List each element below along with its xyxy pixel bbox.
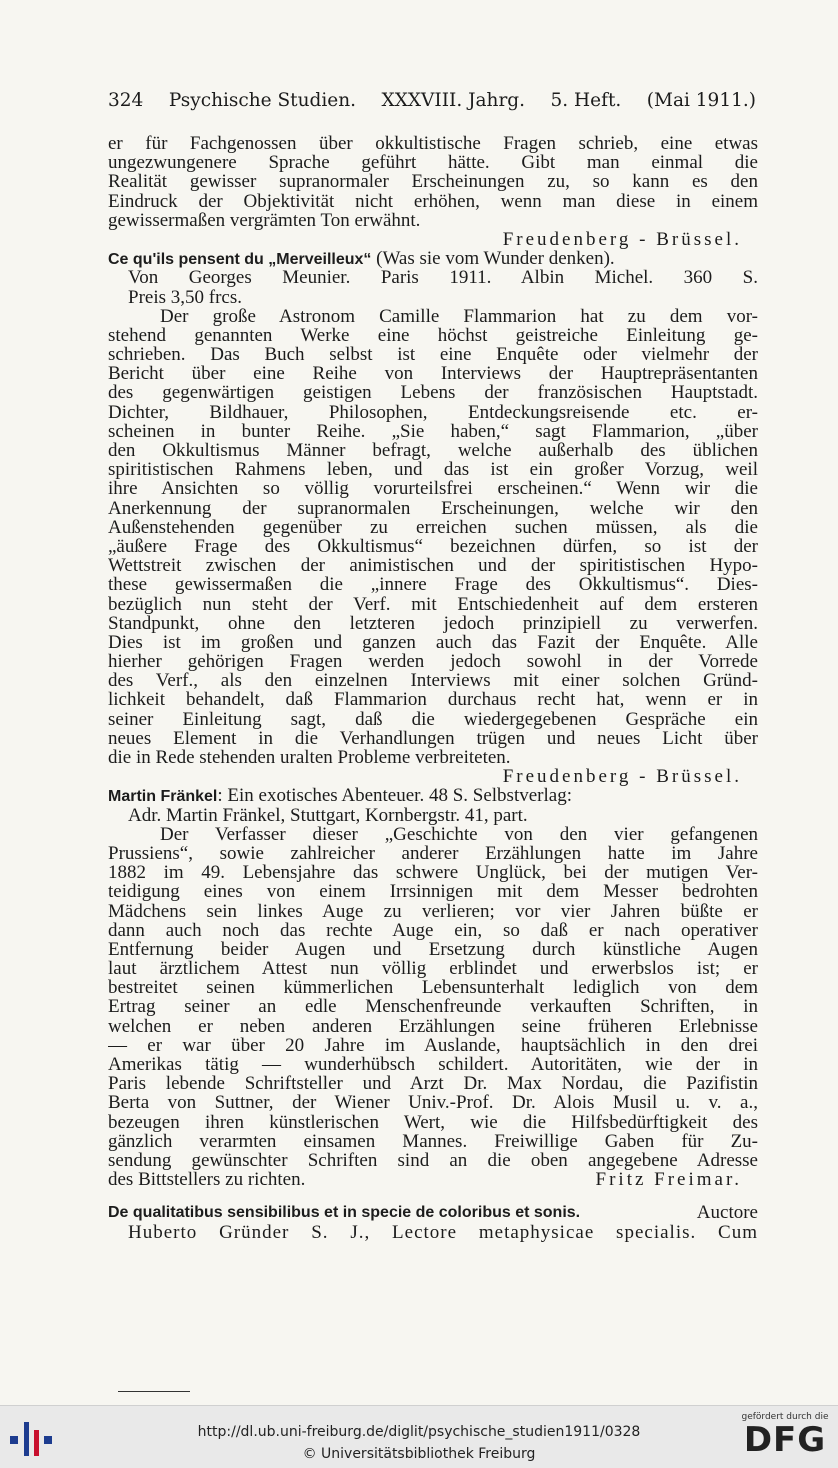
text-line: schrieben. Das Buch selbst ist eine Enquête oder vielmehr der xyxy=(108,345,758,365)
review-title-rest: : Ein exotisches Abenteuer. 48 S. Selbstverlag: xyxy=(217,786,572,806)
text-line: gänzlich verarmten einsamen Mannes. Freiwillige Gaben für Zu- xyxy=(108,1131,758,1151)
text-line: ihre Ansichten so völlig vorurteilsfrei erscheinen.“ Wenn wir die xyxy=(108,479,758,499)
body-text xyxy=(108,134,758,1242)
text-line: „äußere Frage des Okkultismus“ bezeichnen dürfen, so ist der xyxy=(108,536,758,557)
copyright-notice: © Universitätsbibliothek Freiburg xyxy=(302,1446,536,1462)
text-line: Eindruck der Objektivität nicht erhöhen, wenn man diese in einem xyxy=(108,191,758,211)
text-line: — er war über 20 Jahre im Auslande, hauptsächlich in den drei xyxy=(108,1035,758,1055)
text-line: Adr. Martin Fränkel, Stuttgart, Kornbergstr. 41, part. xyxy=(128,805,528,825)
text-line: Dies ist im großen und ganzen auch das Fazit der Enquête. Alle xyxy=(108,632,758,653)
text-line: Dichter, Bildhauer, Philosophen, Entdeckungsreisende etc. er- xyxy=(108,402,758,422)
text-line: des Bittstellers zu richten. Fritz Freimar. xyxy=(108,1170,742,1190)
text-line: scheinen in bunter Reihe. „Sie haben,“ sagt Flammarion, „über xyxy=(108,421,758,441)
text-line: ungezwungenere Sprache geführt hätte. Gibt man einmal die xyxy=(108,153,758,173)
reviewer-signature: Fritz Freimar. xyxy=(595,1170,742,1190)
text-line: Paris lebende Schriftsteller und Arzt Dr. Max Nordau, die Pazifistin xyxy=(108,1074,758,1094)
text-line: welchen er neben anderen Erzählungen seine früheren Erlebnisse xyxy=(108,1016,758,1036)
text-line: dann auch noch das rechte Auge ein, so daß er nach operativer xyxy=(108,920,758,940)
issue: 5. Heft. xyxy=(550,90,622,111)
spacer xyxy=(108,1189,758,1203)
text-line: seiner Einleitung sagt, daß die wiedergegebenen Gespräche ein xyxy=(108,709,758,729)
text-line: Der große Astronom Camille Flammarion hat zu dem vor- xyxy=(160,306,758,326)
text-line: Realität gewisser supranormaler Erscheinungen zu, so kann es den xyxy=(108,172,758,192)
text-line: die in Rede stehenden uralten Probleme verbreiteten. xyxy=(108,748,511,768)
text-line: Außenstehenden gegenüber zu erreichen suchen müssen, als die xyxy=(108,517,758,537)
text-line: spiritistischen Rahmens leben, und das ist ein großer Vorzug, weil xyxy=(108,460,758,480)
review-title: De qualitatibus sensibilibus et in specie de coloribus et sonis. xyxy=(108,1204,581,1222)
text-line: hierher gehörigen Fragen werden jedoch sowohl in der Vorrede xyxy=(108,652,758,672)
text-line: Standpunkt, ohne den letzteren jedoch prinzipiell zu verwerfen. xyxy=(108,613,758,633)
text-line: Der Verfasser dieser „Geschichte von den vier gefangenen xyxy=(160,824,758,844)
text-line: Preis 3,50 frcs. xyxy=(128,287,242,307)
text-line: Prussiens“, sowie zahlreicher anderer Erzählungen hatte im Jahre xyxy=(108,843,758,864)
text-line: Huberto Gründer S. J., Lectore metaphysicae specialis. Cum xyxy=(128,1222,758,1242)
text-line: den Okkultismus Männer befragt, welche außerhalb des üblichen xyxy=(108,441,758,461)
text-line: Berta von Suttner, der Wiener Univ.-Prof. Dr. Alois Musil u. v. a., xyxy=(108,1093,758,1113)
text-line: er für Fachgenossen über okkultistische Fragen schrieb, eine etwas xyxy=(108,134,758,154)
text-line: des Verf., als den einzelnen Interviews mit einer solchen Gründ- xyxy=(108,671,758,691)
text-line: Anerkennung der supranormalen Erscheinungen, welche wir den xyxy=(108,498,758,518)
review-author: Martin Fränkel xyxy=(108,788,218,806)
text-line: bezeugen ihren künstlerischen Wert, wie die Hilfsbedürftigkeit des xyxy=(108,1112,758,1132)
text-line: 1882 im 49. Lebensjahre das schwere Unglück, bei der mutigen Ver- xyxy=(108,863,758,883)
text-line: these gewissermaßen die „innere Frage des Okkultismus“. Dies- xyxy=(108,575,758,595)
text-line: des gegenwärtigen geistigen Lebens der französischen Hauptstadt. xyxy=(108,383,758,403)
library-footer-bar xyxy=(0,1405,838,1468)
text-line: Amerikas tätig — wunderhübsch schildert. Autoritäten, wie der in xyxy=(108,1055,758,1075)
text-line: lichkeit behandelt, daß Flammarion durchaus recht hat, wenn er in xyxy=(108,690,758,710)
review-title-line xyxy=(108,1203,758,1222)
text-line: stehend genannten Werke eine höchst geistreiche Einleitung ge- xyxy=(108,325,758,346)
volume: XXXVIII. Jahrg. xyxy=(381,90,526,111)
text-line: laut ärztlichem Attest nun völlig erblindet und erwerbslos ist; er xyxy=(108,959,758,979)
text-line: sendung gewünschter Schriften sind an die oben angegebene Adresse xyxy=(108,1150,758,1171)
text-line: Mädchens sein linkes Auge zu verlieren; vor vier Jahren büßte er xyxy=(108,901,758,921)
text-line: Wettstreit zwischen der animistischen und der spiritistischen Hypo- xyxy=(108,556,758,576)
text-line: Bericht über eine Reihe von Interviews der Hauptrepräsentanten xyxy=(108,364,758,384)
review-title-line xyxy=(108,786,758,805)
running-header xyxy=(108,90,756,111)
title-rest: Auctore xyxy=(696,1203,758,1223)
text-line: Von Georges Meunier. Paris 1911. Albin Michel. 360 S. xyxy=(128,268,758,288)
dfg-logo xyxy=(740,1412,830,1458)
page-number: 324 xyxy=(108,90,144,111)
text-line: gewissermaßen vergrämten Ton erwähnt. xyxy=(108,210,421,230)
text-line: bestreitet seinen kümmerlichen Lebensunterhalt lediglich von dem xyxy=(108,978,758,998)
text-line: bezüglich nun steht der Verf. mit Entschiedenheit auf dem ersteren xyxy=(108,594,758,614)
review-title-line xyxy=(108,249,758,268)
review-title: Ce qu'ils pensent du „Merveilleux“ xyxy=(108,251,372,269)
dfg-caption: gefördert durch die xyxy=(741,1412,829,1422)
issue-date: (Mai 1911.) xyxy=(646,90,756,111)
text-line: Ertrag seiner an edle Menschenfreunde verkauften Schriften, in xyxy=(108,997,758,1017)
source-url-link[interactable]: http://dl.ub.uni-freiburg.de/diglit/psychische_studien1911/0328 xyxy=(197,1424,641,1440)
text-line: neues Element in die Verhandlungen trügen und neues Licht über xyxy=(108,728,758,748)
dfg-wordmark: DFG xyxy=(743,1420,827,1460)
text-line: Entfernung beider Augen und Ersetzung durch künstliche Augen xyxy=(108,939,758,960)
text-line: teidigung eines von einem Irrsinnigen mit dem Messer bedrohten xyxy=(108,882,758,902)
journal-title: Psychische Studien. xyxy=(168,90,357,111)
title-translation: (Was sie vom Wunder denken). xyxy=(376,249,615,269)
reviewer-signature: Freudenberg - Brüssel. xyxy=(502,767,742,787)
footnote-rule xyxy=(118,1391,190,1392)
reviewer-signature: Freudenberg - Brüssel. xyxy=(502,229,742,250)
